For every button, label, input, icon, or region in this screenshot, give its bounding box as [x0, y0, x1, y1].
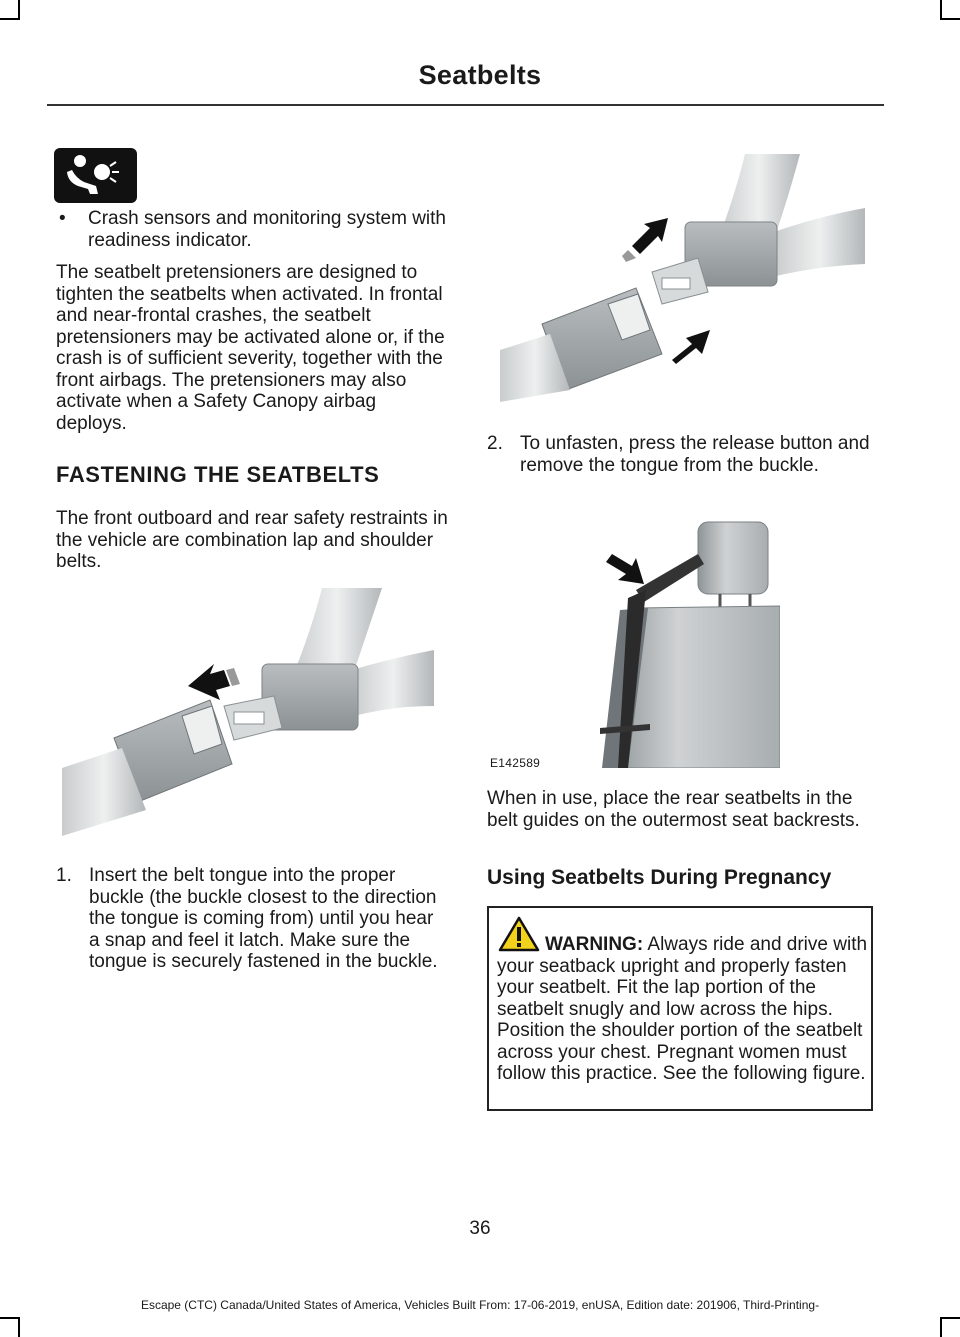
arrow-icon: [672, 330, 710, 364]
bullet-marker: •: [59, 208, 66, 229]
arrow-icon: [606, 554, 644, 584]
crop-mark: [940, 1317, 960, 1319]
footer-text: Escape (CTC) Canada/United States of America, Vehicles Built From: 17-06-2019, enUSA, Edition date: 201906, Third-Printing-: [140, 1298, 820, 1312]
list-item: [487, 433, 880, 476]
crop-mark: [0, 1317, 20, 1319]
crop-mark: [940, 18, 960, 20]
step-number: 1.: [56, 865, 72, 886]
page-number: 36: [469, 1218, 491, 1239]
warning-label: WARNING:: [545, 934, 644, 955]
paragraph-text: When in use, place the rear seatbelts in the belt guides on the outermost seat backrests.: [487, 788, 860, 831]
crop-mark: [0, 18, 20, 20]
crop-mark: [940, 1317, 942, 1337]
crop-mark: [18, 1317, 20, 1337]
figure-label: E142589: [490, 756, 541, 770]
intro-paragraph: [56, 508, 448, 573]
warning-text: Always ride and drive with your seatback upright and properly fasten your seatbelt. Fit the lap portion of the seatbelt snugly and low across the hips. Position the shoulder portion of the seatbelt across your chest. Pregnant women must follow this practice. See the following figure.: [497, 934, 868, 1084]
page-title: Seatbelts: [418, 60, 542, 90]
arrow-icon: [622, 218, 668, 262]
paragraph-text: The front outboard and rear safety restraints in the vehicle are combination lap and shoulder belts.: [56, 508, 448, 572]
unfastening-belt-figure: [500, 154, 865, 402]
list-item: [56, 865, 448, 973]
header-divider: [47, 104, 884, 106]
subheading: Using Seatbelts During Pregnancy: [487, 866, 832, 889]
warning-box: [487, 906, 873, 1111]
pretensioner-paragraph: [56, 262, 448, 434]
crop-mark: [18, 0, 20, 20]
list-item: [56, 208, 448, 251]
airbag-warning-icon: [54, 148, 137, 203]
section-heading: FASTENING THE SEATBELTS: [56, 462, 380, 487]
warning-text-block: [497, 934, 869, 1085]
paragraph-text: The seatbelt pretensioners are designed to tighten the seatbelts when activated. In frontal and near-frontal crashes, the seatbelt pretensioners may be activated alone or, if the crash is of sufficient severity, together with the front airbags. The pretensioners may also activate when a Safety Canopy airbag deploys.: [56, 262, 445, 434]
arrow-icon: [188, 664, 240, 700]
rear-seatbelt-paragraph: [487, 788, 880, 831]
bullet-text: Crash sensors and monitoring system with readiness indicator.: [88, 208, 446, 251]
fastening-belt-figure: [62, 588, 434, 836]
step-text: Insert the belt tongue into the proper buckle (the buckle closest to the direction the tongue is coming from) until you hear a snap and feel it latch. Make sure the tongue is securely fastened in the buckle.: [89, 865, 438, 972]
crop-mark: [940, 0, 942, 20]
step-text: To unfasten, press the release button and remove the tongue from the buckle.: [520, 433, 870, 476]
rear-seat-belt-guide-figure: [580, 518, 780, 768]
step-number: 2.: [487, 433, 503, 454]
